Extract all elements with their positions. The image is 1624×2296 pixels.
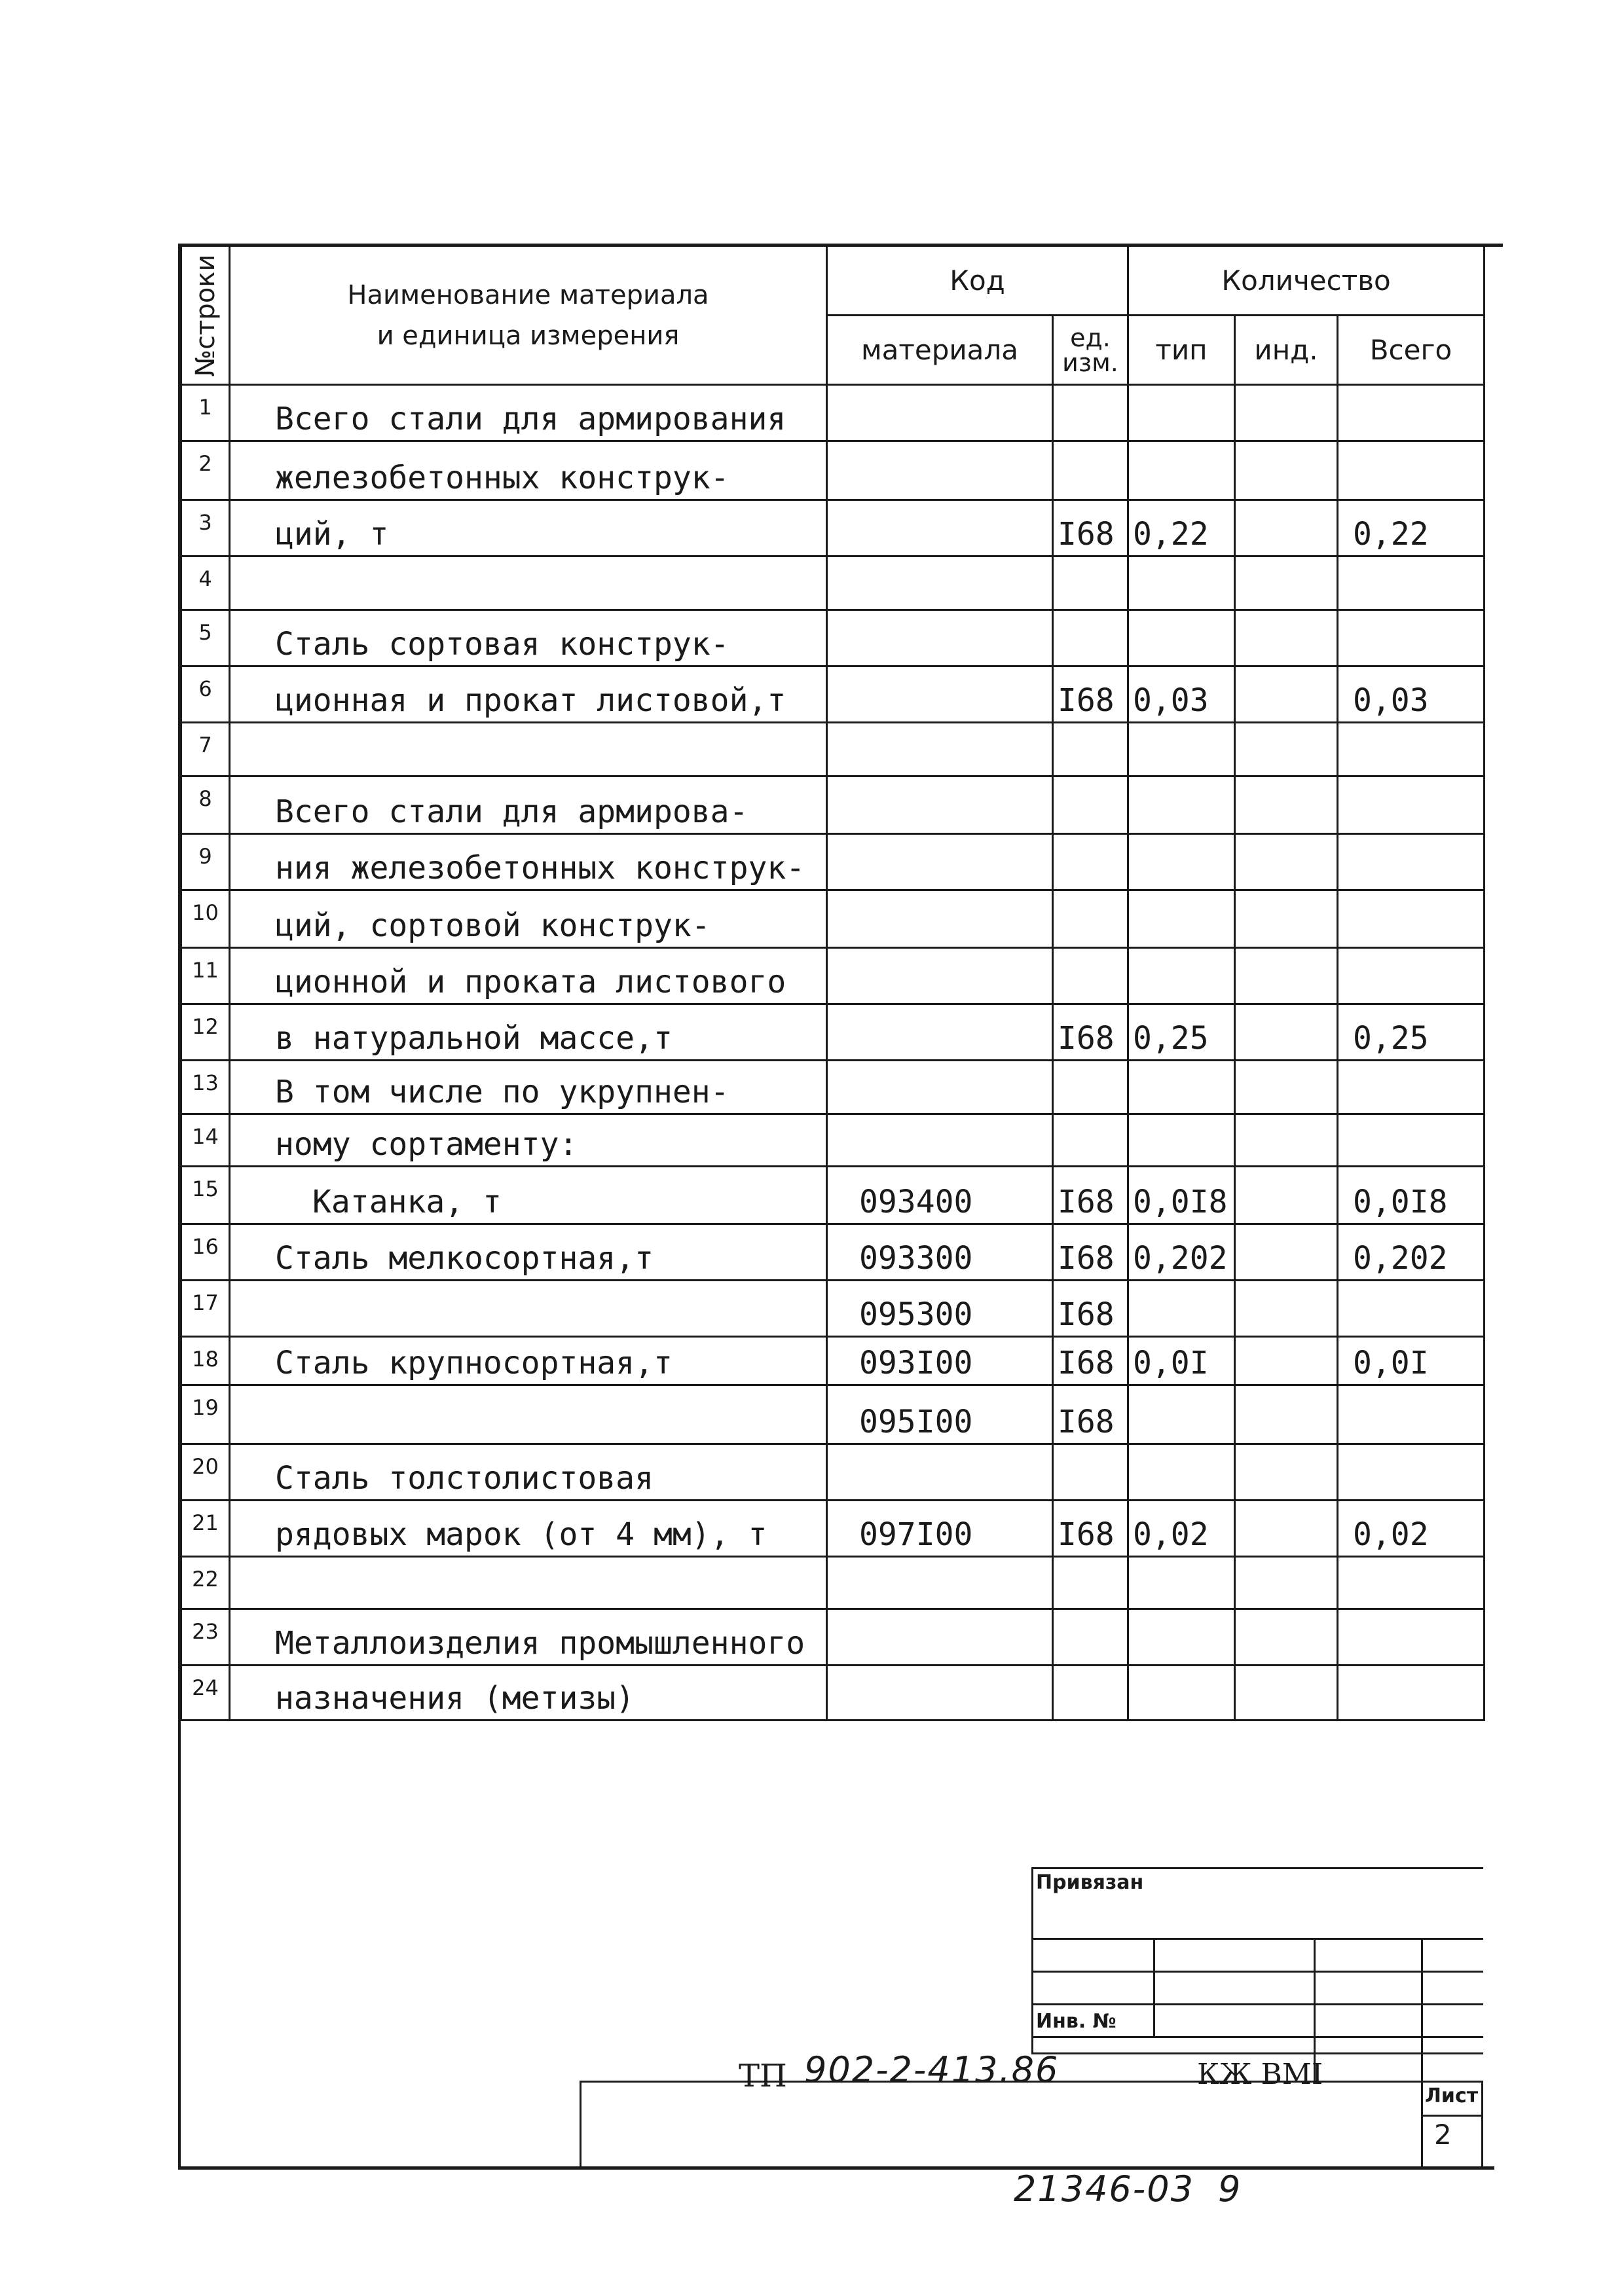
row-number-cell: 4 xyxy=(181,556,230,610)
material-name-cell xyxy=(230,1557,827,1609)
material-name-cell: Металлоизделия промышленного xyxy=(230,1609,827,1666)
table-row xyxy=(181,1609,1485,1666)
material-code-cell xyxy=(827,666,1053,723)
row-number-cell: 13 xyxy=(181,1061,230,1114)
qty-total-cell xyxy=(1338,1666,1485,1721)
table-row xyxy=(181,776,1485,834)
qty-total-cell: 0,25 xyxy=(1338,1004,1485,1061)
header-row-number: №строки xyxy=(181,246,230,385)
title-block xyxy=(580,2081,1483,2168)
unit-code-cell xyxy=(1053,1114,1128,1167)
table-row xyxy=(181,1167,1485,1224)
qty-total-cell xyxy=(1338,385,1485,441)
qty-type-cell: 0,202 xyxy=(1128,1224,1235,1281)
qty-type-cell xyxy=(1128,441,1235,500)
sheet-number: 2 xyxy=(1434,2119,1452,2151)
qty-type-cell: 0,0I xyxy=(1128,1337,1235,1385)
qty-ind-cell xyxy=(1235,1224,1338,1281)
material-name-cell xyxy=(230,723,827,776)
qty-total-cell: 0,0I8 xyxy=(1338,1167,1485,1224)
header-material-name: Наименование материала и единица измерения xyxy=(230,246,827,385)
table-row xyxy=(181,1501,1485,1557)
material-name-cell: Сталь сортовая конструк- xyxy=(230,610,827,666)
unit-code-cell: I68 xyxy=(1053,1281,1128,1337)
table-row xyxy=(181,556,1485,610)
material-name-cell: Всего стали для армирования xyxy=(230,385,827,441)
material-code-cell xyxy=(827,385,1053,441)
qty-ind-cell xyxy=(1235,556,1338,610)
header-code-material: материала xyxy=(827,316,1053,385)
material-code-cell xyxy=(827,1061,1053,1114)
table-row xyxy=(181,1385,1485,1444)
qty-total-cell xyxy=(1338,610,1485,666)
material-name-cell: Катанка, т xyxy=(230,1167,827,1224)
material-code-cell: 095I00 xyxy=(827,1385,1053,1444)
material-code-cell xyxy=(827,948,1053,1004)
material-code-cell xyxy=(827,1444,1053,1501)
material-name-cell: ционной и проката листового xyxy=(230,948,827,1004)
qty-total-cell xyxy=(1338,1114,1485,1167)
unit-code-cell xyxy=(1053,556,1128,610)
qty-total-cell xyxy=(1338,1385,1485,1444)
material-code-cell xyxy=(827,441,1053,500)
unit-code-cell: I68 xyxy=(1053,1224,1128,1281)
qty-ind-cell xyxy=(1235,948,1338,1004)
sheet-label: Лист xyxy=(1425,2085,1479,2107)
row-number-cell: 2 xyxy=(181,441,230,500)
qty-ind-cell xyxy=(1235,500,1338,556)
material-code-cell xyxy=(827,890,1053,948)
table-body xyxy=(181,385,1485,1721)
qty-ind-cell xyxy=(1235,1666,1338,1721)
doc-prefix: ТП xyxy=(739,2058,787,2094)
stamp-divider xyxy=(1153,1938,1155,2037)
qty-total-cell xyxy=(1338,1557,1485,1609)
qty-type-cell xyxy=(1128,556,1235,610)
header-quantity-group: Количество xyxy=(1128,246,1485,316)
material-code-cell xyxy=(827,1557,1053,1609)
qty-ind-cell xyxy=(1235,610,1338,666)
qty-type-cell xyxy=(1128,1281,1235,1337)
material-name-cell: Сталь мелкосортная,т xyxy=(230,1224,827,1281)
material-name-cell: рядовых марок (от 4 мм), т xyxy=(230,1501,827,1557)
qty-ind-cell xyxy=(1235,1004,1338,1061)
material-name-cell: ния железобетонных конструк- xyxy=(230,834,827,890)
row-number-cell: 9 xyxy=(181,834,230,890)
unit-code-cell xyxy=(1053,723,1128,776)
table-header xyxy=(181,246,1485,385)
qty-ind-cell xyxy=(1235,1114,1338,1167)
qty-type-cell xyxy=(1128,1385,1235,1444)
unit-code-cell xyxy=(1053,1609,1128,1666)
qty-ind-cell xyxy=(1235,441,1338,500)
qty-ind-cell xyxy=(1235,1167,1338,1224)
row-number-cell: 21 xyxy=(181,1501,230,1557)
row-number-cell: 7 xyxy=(181,723,230,776)
sheet-line xyxy=(1421,2115,1483,2117)
material-name-cell: Всего стали для армирова- xyxy=(230,776,827,834)
table-row xyxy=(181,441,1485,500)
qty-ind-cell xyxy=(1235,1061,1338,1114)
row-number-cell: 23 xyxy=(181,1609,230,1666)
qty-type-cell xyxy=(1128,1666,1235,1721)
qty-type-cell xyxy=(1128,1557,1235,1609)
stamp-line xyxy=(1031,2003,1483,2005)
stamp-line xyxy=(1031,2036,1483,2038)
qty-type-cell xyxy=(1128,776,1235,834)
table-row xyxy=(181,948,1485,1004)
material-name-cell: назначения (метизы) xyxy=(230,1666,827,1721)
qty-type-cell xyxy=(1128,1061,1235,1114)
table-row xyxy=(181,1337,1485,1385)
qty-type-cell xyxy=(1128,834,1235,890)
stamp-line xyxy=(1031,1971,1483,1973)
unit-code-cell xyxy=(1053,948,1128,1004)
row-number-cell: 20 xyxy=(181,1444,230,1501)
unit-code-cell: I68 xyxy=(1053,1385,1128,1444)
row-number-cell: 17 xyxy=(181,1281,230,1337)
material-code-cell xyxy=(827,1609,1053,1666)
unit-code-cell xyxy=(1053,441,1128,500)
header-qty-type: тип xyxy=(1128,316,1235,385)
unit-code-cell: I68 xyxy=(1053,666,1128,723)
qty-type-cell xyxy=(1128,890,1235,948)
material-name-cell: железобетонных конструк- xyxy=(230,441,827,500)
header-qty-total: Всего xyxy=(1338,316,1485,385)
material-code-cell: 097I00 xyxy=(827,1501,1053,1557)
unit-code-cell: I68 xyxy=(1053,500,1128,556)
row-number-cell: 3 xyxy=(181,500,230,556)
material-name-cell: ций, сортовой конструк- xyxy=(230,890,827,948)
qty-total-cell xyxy=(1338,834,1485,890)
unit-code-cell xyxy=(1053,890,1128,948)
table-row xyxy=(181,610,1485,666)
material-name-cell: ному сортаменту: xyxy=(230,1114,827,1167)
material-code-cell: 093400 xyxy=(827,1167,1053,1224)
table-row xyxy=(181,500,1485,556)
qty-ind-cell xyxy=(1235,1501,1338,1557)
table-row xyxy=(181,1004,1485,1061)
qty-total-cell xyxy=(1338,723,1485,776)
qty-type-cell xyxy=(1128,1114,1235,1167)
material-name-cell: Сталь толстолистовая xyxy=(230,1444,827,1501)
table-row xyxy=(181,1114,1485,1167)
materials-table xyxy=(180,245,1485,1721)
row-number-cell: 15 xyxy=(181,1167,230,1224)
qty-total-cell xyxy=(1338,948,1485,1004)
qty-type-cell xyxy=(1128,1444,1235,1501)
table-row xyxy=(181,1557,1485,1609)
row-number-cell: 1 xyxy=(181,385,230,441)
material-name-cell: в натуральной массе,т xyxy=(230,1004,827,1061)
unit-code-cell xyxy=(1053,776,1128,834)
qty-type-cell: 0,02 xyxy=(1128,1501,1235,1557)
table-row xyxy=(181,723,1485,776)
row-number-cell: 16 xyxy=(181,1224,230,1281)
material-code-cell xyxy=(827,776,1053,834)
material-code-cell xyxy=(827,723,1053,776)
material-code-cell xyxy=(827,1004,1053,1061)
row-number-cell: 8 xyxy=(181,776,230,834)
material-code-cell xyxy=(827,1114,1053,1167)
material-code-cell xyxy=(827,556,1053,610)
row-number-cell: 18 xyxy=(181,1337,230,1385)
qty-total-cell: 0,03 xyxy=(1338,666,1485,723)
material-name-cell: Сталь крупносортная,т xyxy=(230,1337,827,1385)
doc-mark: КЖ ВМI xyxy=(1197,2058,1323,2091)
row-number-cell: 22 xyxy=(181,1557,230,1609)
row-number-cell: 6 xyxy=(181,666,230,723)
qty-ind-cell xyxy=(1235,1385,1338,1444)
qty-ind-cell xyxy=(1235,776,1338,834)
archive-page: 9 xyxy=(1218,2168,1242,2210)
unit-code-cell xyxy=(1053,1557,1128,1609)
table-row xyxy=(181,834,1485,890)
doc-number: 902-2-413.86 xyxy=(804,2049,1060,2090)
header-code-group: Код xyxy=(827,246,1128,316)
qty-type-cell xyxy=(1128,385,1235,441)
material-code-cell xyxy=(827,610,1053,666)
qty-total-cell: 0,202 xyxy=(1338,1224,1485,1281)
material-code-cell: 095300 xyxy=(827,1281,1053,1337)
stamp-line xyxy=(1031,1938,1483,1940)
qty-total-cell: 0,0I xyxy=(1338,1337,1485,1385)
unit-code-cell: I68 xyxy=(1053,1004,1128,1061)
qty-type-cell xyxy=(1128,610,1235,666)
sheet-divider xyxy=(1421,2081,1423,2168)
table-row xyxy=(181,890,1485,948)
unit-code-cell: I68 xyxy=(1053,1167,1128,1224)
material-name-cell xyxy=(230,1385,827,1444)
qty-ind-cell xyxy=(1235,1444,1338,1501)
qty-type-cell: 0,25 xyxy=(1128,1004,1235,1061)
material-code-cell: 093I00 xyxy=(827,1337,1053,1385)
qty-ind-cell xyxy=(1235,723,1338,776)
qty-total-cell xyxy=(1338,1444,1485,1501)
qty-ind-cell xyxy=(1235,1281,1338,1337)
unit-code-cell xyxy=(1053,1061,1128,1114)
table-row xyxy=(181,666,1485,723)
unit-code-cell: I68 xyxy=(1053,1501,1128,1557)
row-number-cell: 14 xyxy=(181,1114,230,1167)
unit-code-cell xyxy=(1053,385,1128,441)
qty-total-cell xyxy=(1338,890,1485,948)
qty-type-cell: 0,0I8 xyxy=(1128,1167,1235,1224)
stamp-inv-label: Инв. № xyxy=(1036,2010,1116,2033)
header-qty-ind: инд. xyxy=(1235,316,1338,385)
row-number-cell: 10 xyxy=(181,890,230,948)
qty-total-cell xyxy=(1338,1281,1485,1337)
material-name-cell: ций, т xyxy=(230,500,827,556)
material-name-cell xyxy=(230,1281,827,1337)
qty-total-cell: 0,02 xyxy=(1338,1501,1485,1557)
unit-code-cell xyxy=(1053,610,1128,666)
archive-number: 21346-03 xyxy=(1014,2168,1194,2210)
row-number-cell: 12 xyxy=(181,1004,230,1061)
qty-type-cell xyxy=(1128,1609,1235,1666)
qty-type-cell: 0,03 xyxy=(1128,666,1235,723)
qty-type-cell: 0,22 xyxy=(1128,500,1235,556)
material-code-cell xyxy=(827,500,1053,556)
qty-ind-cell xyxy=(1235,890,1338,948)
material-code-cell xyxy=(827,1666,1053,1721)
qty-total-cell xyxy=(1338,556,1485,610)
table-row xyxy=(181,1224,1485,1281)
row-number-cell: 5 xyxy=(181,610,230,666)
table-row xyxy=(181,1444,1485,1501)
qty-type-cell xyxy=(1128,723,1235,776)
material-name-cell: ционная и прокат листовой,т xyxy=(230,666,827,723)
material-code-cell: 093300 xyxy=(827,1224,1053,1281)
table-row xyxy=(181,1666,1485,1721)
unit-code-cell xyxy=(1053,1666,1128,1721)
qty-ind-cell xyxy=(1235,666,1338,723)
table-row xyxy=(181,1281,1485,1337)
qty-ind-cell xyxy=(1235,1337,1338,1385)
qty-total-cell xyxy=(1338,1609,1485,1666)
qty-ind-cell xyxy=(1235,1557,1338,1609)
qty-total-cell xyxy=(1338,441,1485,500)
stamp-divider xyxy=(1421,1938,1423,2081)
unit-code-cell xyxy=(1053,1444,1128,1501)
qty-type-cell xyxy=(1128,948,1235,1004)
qty-ind-cell xyxy=(1235,834,1338,890)
header-code-unit: ед. изм. xyxy=(1053,316,1128,385)
material-name-cell: В том числе по укрупнен- xyxy=(230,1061,827,1114)
stamp-attached-label: Привязан xyxy=(1036,1871,1144,1894)
row-number-cell: 24 xyxy=(181,1666,230,1721)
table-row xyxy=(181,385,1485,441)
qty-total-cell xyxy=(1338,1061,1485,1114)
table-row xyxy=(181,1061,1485,1114)
qty-ind-cell xyxy=(1235,1609,1338,1666)
material-code-cell xyxy=(827,834,1053,890)
row-number-cell: 19 xyxy=(181,1385,230,1444)
qty-total-cell xyxy=(1338,776,1485,834)
qty-total-cell: 0,22 xyxy=(1338,500,1485,556)
unit-code-cell xyxy=(1053,834,1128,890)
material-name-cell xyxy=(230,556,827,610)
row-number-cell: 11 xyxy=(181,948,230,1004)
qty-ind-cell xyxy=(1235,385,1338,441)
unit-code-cell: I68 xyxy=(1053,1337,1128,1385)
